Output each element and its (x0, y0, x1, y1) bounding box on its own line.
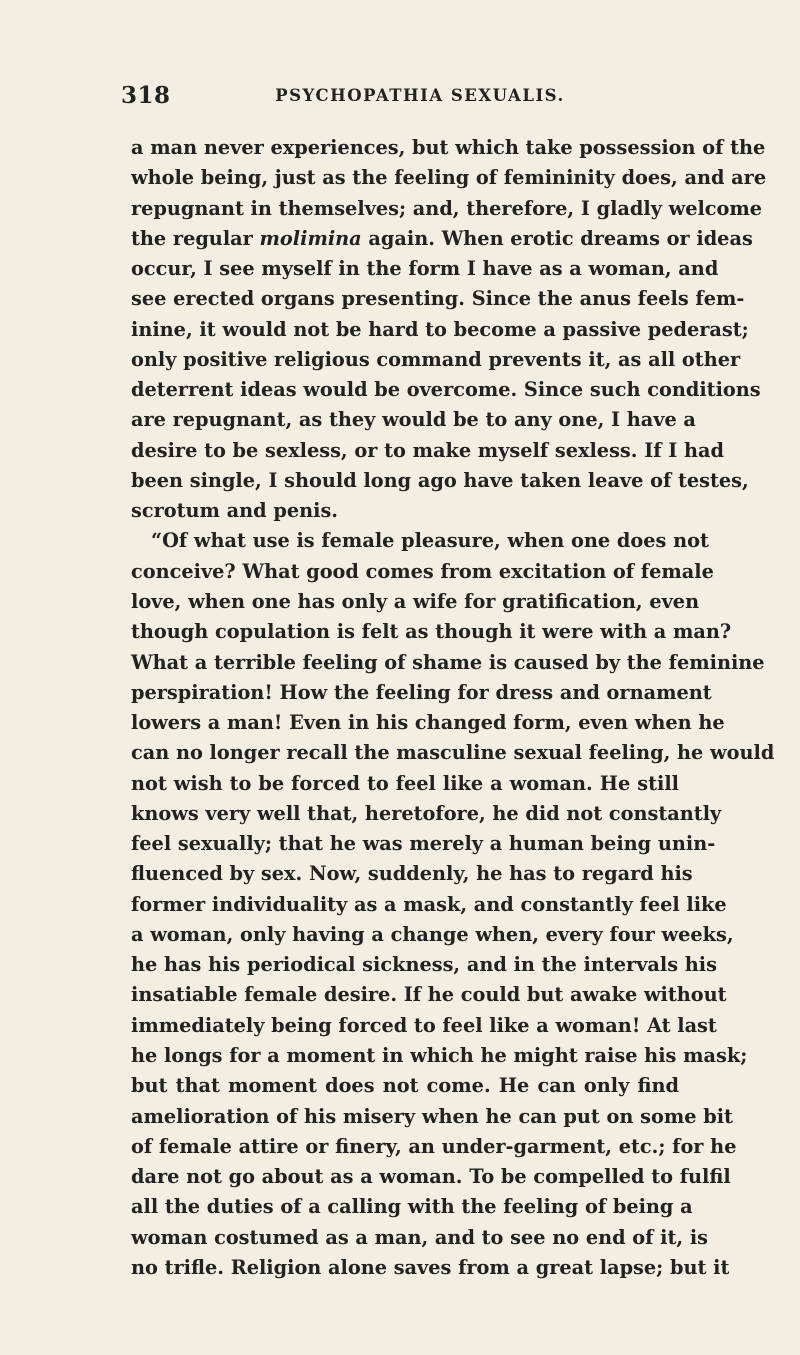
text-line: not wish to be forced to feel like a woman. He still (131, 771, 679, 795)
text-line: all the duties of a calling with the feeling of being a (131, 1195, 693, 1219)
text-line: immediately being forced to feel like a woman! At last (131, 1013, 717, 1037)
text-line: whole being, just as the feeling of femininity does, and are (131, 166, 767, 190)
text-line: “Of what use is female pleasure, when one does not (151, 529, 709, 553)
text-line: but that moment does not come. He can only find (131, 1074, 679, 1098)
text-line: What a terrible feeling of shame is caused by the feminine (131, 650, 765, 674)
text-line: repugnant in themselves; and, therefore, I gladly welcome (131, 196, 763, 220)
text-line: scrotum and penis. (131, 499, 339, 523)
text-line: amelioration of his misery when he can put on some bit (131, 1104, 733, 1128)
text-line: he has his periodical sickness, and in the intervals his (131, 953, 717, 977)
text-line-with-italic (131, 224, 753, 254)
text-line: can no longer recall the masculine sexual feeling, he would (131, 741, 775, 765)
text-line: occur, I see myself in the form I have as a woman, and (131, 257, 719, 281)
running-head: PSYCHOPATHIA SEXUALIS. (275, 86, 565, 105)
text-line: of female attire or finery, an under-garment, etc.; for he (131, 1134, 737, 1158)
text-fragment: the regular (131, 226, 260, 250)
text-line: are repugnant, as they would be to any one, I have a (131, 408, 696, 432)
text-line: only positive religious command prevents it, as all other (131, 347, 741, 371)
text-line: conceive? What good comes from excitation of female (131, 559, 714, 583)
text-line: former individuality as a mask, and constantly feel like (131, 892, 727, 916)
text-fragment: again. When erotic dreams or ideas (361, 226, 753, 250)
text-line: see erected organs presenting. Since the anus feels fem- (131, 287, 745, 311)
text-line: he longs for a moment in which he might raise his mask; (131, 1043, 748, 1067)
page-number: 318 (121, 82, 171, 109)
text-line: deterrent ideas would be overcome. Since such conditions (131, 378, 761, 402)
text-line: dare not go about as a woman. To be compelled to fulfil (131, 1165, 731, 1189)
text-line: love, when one has only a wife for gratification, even (131, 589, 700, 613)
text-line: fluenced by sex. Now, suddenly, he has to regard his (131, 862, 693, 886)
page-header (0, 82, 800, 112)
text-line: a man never experiences, but which take possession of the (131, 136, 766, 159)
text-line: insatiable female desire. If he could but awake without (131, 983, 727, 1007)
text-line: no trifle. Religion alone saves from a great lapse; but it (131, 1255, 730, 1279)
text-line: though copulation is felt as though it were with a man? (131, 620, 732, 644)
text-line: knows very well that, heretofore, he did not constantly (131, 801, 722, 825)
text-line: woman costumed as a man, and to see no end of it, is (131, 1225, 708, 1249)
text-line: lowers a man! Even in his changed form, even when he (131, 711, 725, 735)
body-text (131, 133, 775, 1283)
text-line: been single, I should long ago have taken leave of testes, (131, 468, 749, 492)
text-line: a woman, only having a change when, every four weeks, (131, 922, 734, 946)
text-line: perspiration! How the feeling for dress and ornament (131, 680, 712, 704)
text-line: feel sexually; that he was merely a human being unin- (131, 832, 716, 856)
italic-term: molimina (259, 226, 362, 250)
text-line: inine, it would not be hard to become a passive pederast; (131, 317, 749, 341)
text-line: desire to be sexless, or to make myself sexless. If I had (131, 438, 724, 462)
